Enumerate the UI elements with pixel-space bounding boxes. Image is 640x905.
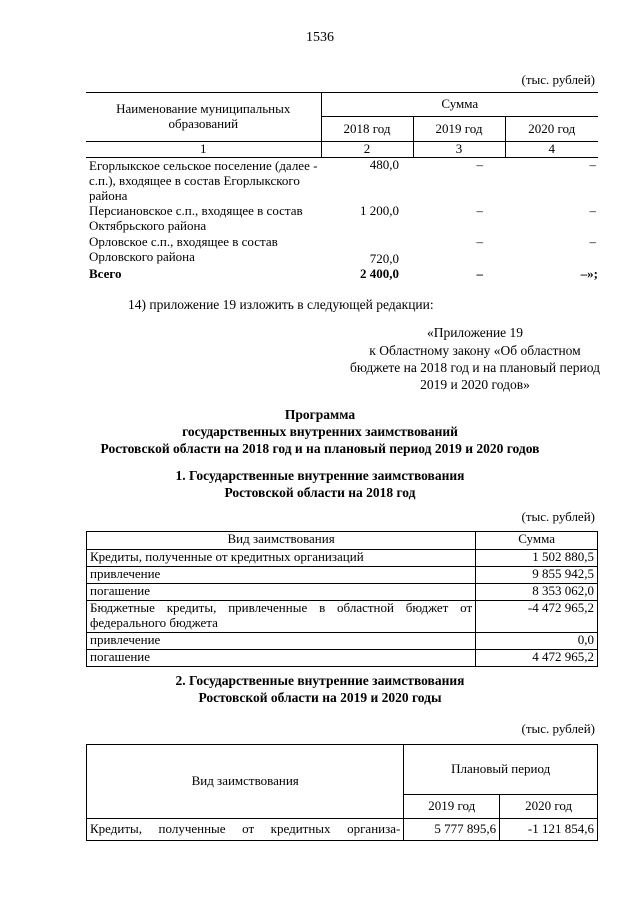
header-year: 2018 год (321, 117, 413, 142)
column-number: 3 (413, 142, 505, 158)
municipality-name: Егорлыкское сельское поселение (далее - с.п.), входящее в состав Егорлыкского района (89, 158, 318, 203)
value-2018: 480,0 (369, 157, 399, 172)
header-year: 2019 год (413, 117, 505, 142)
borrowings-2019-2020-table (86, 744, 598, 841)
value-2020: – (589, 157, 596, 172)
header-sum: Сумма (476, 532, 598, 550)
section2-title-line2: Ростовской области на 2019 и 2020 годы (198, 690, 442, 705)
column-number: 4 (505, 142, 598, 158)
appendix-line2: к Областному закону «Об областном бюджете на 2018 год и на плановый период 2019 и 2020 годов» (350, 343, 600, 392)
table-row (87, 601, 598, 633)
borrowing-value: 4 472 965,2 (476, 650, 598, 667)
value-2019: – (476, 157, 483, 172)
borrowing-label: Кредиты, полученные от кредитных организаций (87, 550, 476, 567)
header-sum-col: Сумма (321, 93, 598, 117)
section1-title-line2: Ростовской области на 2018 год (224, 485, 416, 500)
value-2019: 5 777 895,6 (404, 819, 500, 841)
section2-unit: (тыс. рублей) (521, 721, 595, 736)
borrowing-value: 0,0 (476, 633, 598, 650)
borrowing-label: Кредиты, полученные от кредитных организа- (87, 819, 404, 841)
value-2020: -1 121 854,6 (500, 819, 598, 841)
borrowing-value: 9 855 942,5 (476, 567, 598, 584)
value-2020: – (589, 202, 596, 218)
table-row (87, 550, 598, 567)
column-number: 1 (86, 142, 321, 158)
header-year-2020: 2020 год (500, 795, 598, 819)
amendment-paragraph: 14) приложение 19 изложить в следующей редакции: (128, 297, 434, 312)
table-row (87, 819, 598, 841)
section1-title-line1: 1. Государственные внутренние заимствования (175, 468, 465, 483)
table-row-total (86, 267, 598, 283)
municipality-name: Персиановское с.п., входящее в состав Октябрьского района (89, 202, 303, 233)
header-name-col: Наименование муниципальных образований (86, 93, 321, 142)
value-2018: 1 200,0 (360, 202, 399, 218)
program-title-line1: Программа (284, 407, 356, 422)
page-number: 1536 (306, 30, 334, 45)
municipality-name: Орловское с.п., входящее в состав Орловского района (89, 233, 278, 264)
header-borrowing-type: Вид заимствования (87, 532, 476, 550)
value-2020: – (589, 233, 596, 249)
total-2020: –»; (580, 265, 598, 281)
table-row (87, 633, 598, 650)
borrowings-2018-table (86, 531, 598, 667)
table-row (86, 204, 598, 235)
total-2018: 2 400,0 (360, 265, 399, 281)
value-2019: – (476, 202, 483, 218)
borrowing-value: -4 472 965,2 (476, 601, 598, 633)
borrowing-label: погашение (87, 584, 476, 601)
borrowing-label: Бюджетные кредиты, привлеченные в областной бюджет от федерального бюджета (87, 601, 476, 633)
header-year-2019: 2019 год (404, 795, 500, 819)
table-row (87, 567, 598, 584)
header-planning-period: Плановый период (404, 745, 598, 795)
table-row (87, 584, 598, 601)
table-row (86, 158, 598, 204)
column-number: 2 (321, 142, 413, 158)
borrowing-value: 1 502 880,5 (476, 550, 598, 567)
header-year: 2020 год (505, 117, 598, 142)
value-2018: 720,0 (369, 250, 399, 266)
program-title-line3: Ростовской области на 2018 год и на плановый период 2019 и 2020 годов (100, 441, 540, 456)
section2-title-line1: 2. Государственные внутренние заимствования (175, 673, 465, 688)
value-2019: – (476, 233, 483, 249)
borrowing-label: привлечение (87, 567, 476, 584)
borrowing-value: 8 353 062,0 (476, 584, 598, 601)
table1-unit: (тыс. рублей) (521, 72, 595, 87)
total-2019: – (476, 265, 483, 281)
program-title-line2: государственных внутренних заимствований (182, 424, 458, 439)
table-row (86, 235, 598, 267)
table-row (87, 650, 598, 667)
header-borrowing-type: Вид заимствования (87, 745, 404, 819)
borrowing-label: погашение (87, 650, 476, 667)
municipal-table (86, 92, 598, 283)
total-label: Всего (89, 265, 122, 281)
appendix-line1: «Приложение 19 (426, 325, 524, 340)
section1-unit: (тыс. рублей) (521, 509, 595, 524)
borrowing-label: привлечение (87, 633, 476, 650)
